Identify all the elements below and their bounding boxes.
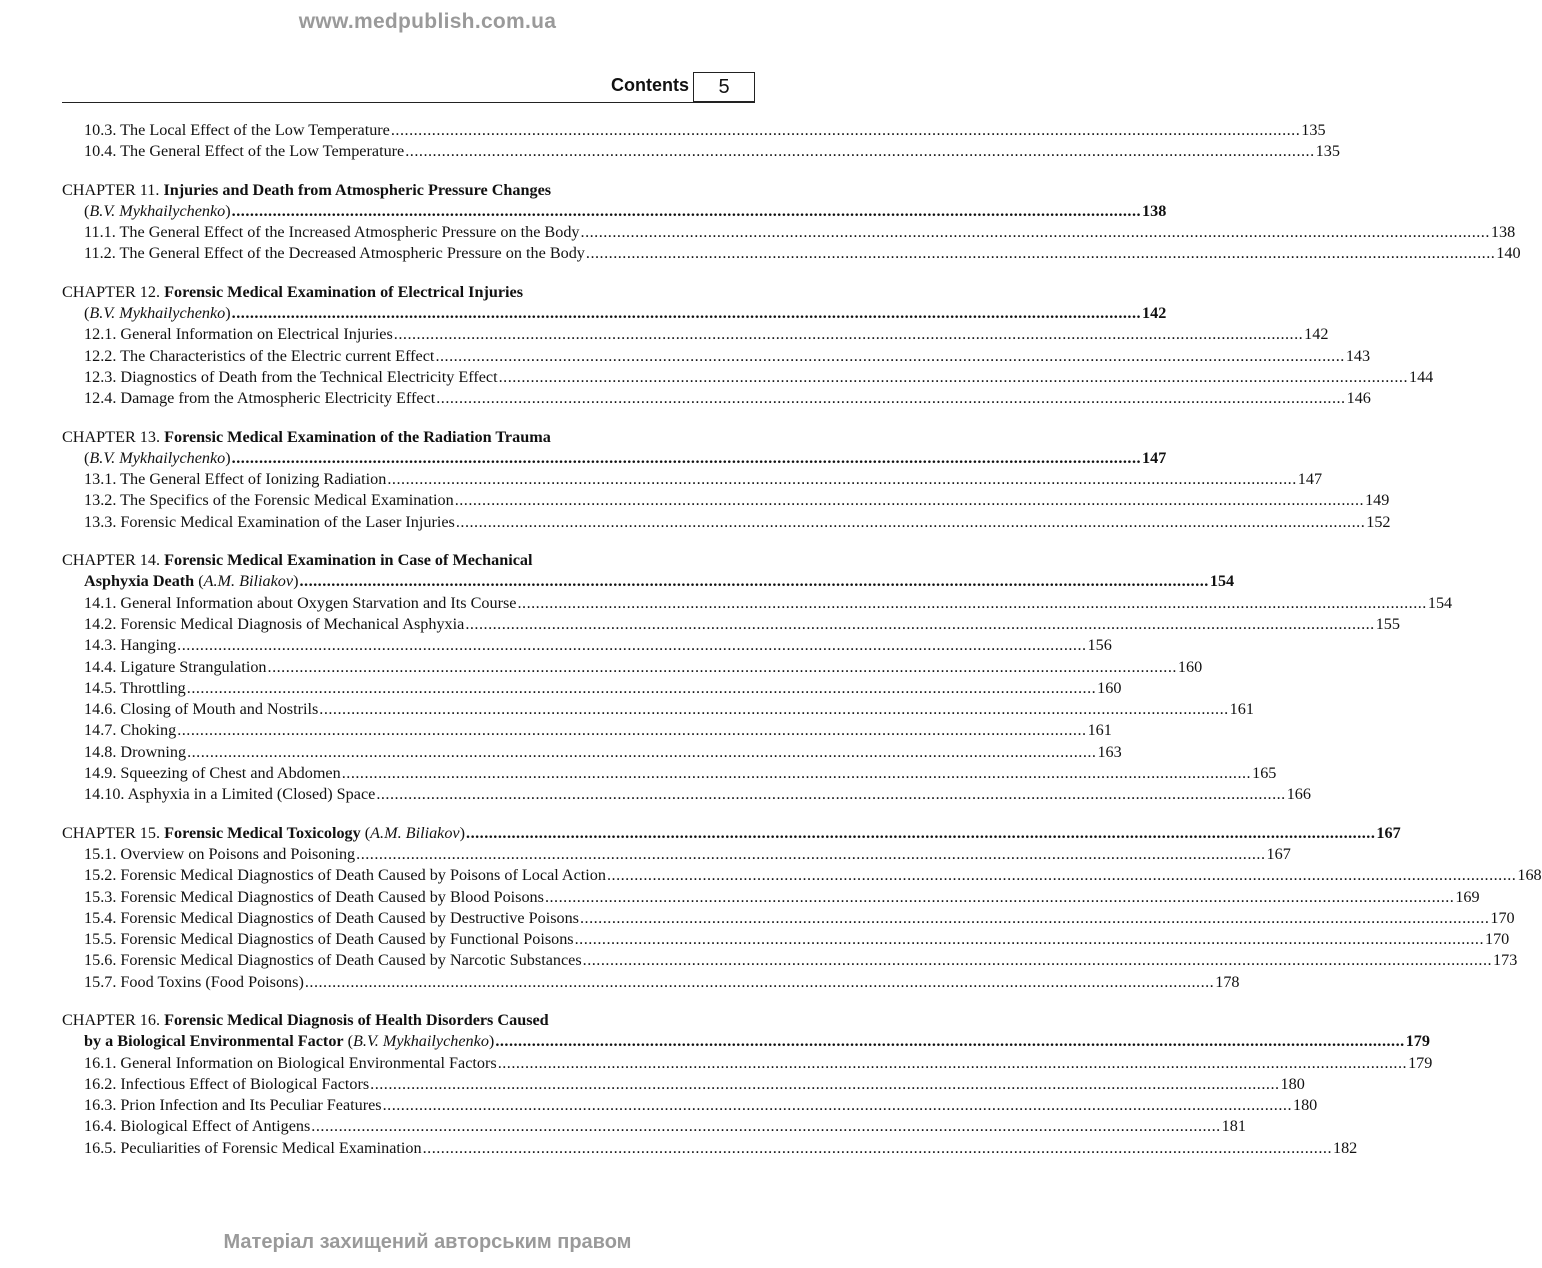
page-ref: 152 [1366,512,1391,531]
toc-entry[interactable] [62,222,1516,243]
author-name: B.V. Mykhailychenko [353,1032,489,1051]
entry-label: 14.10. Asphyxia in a Limited (Closed) Space [84,785,376,804]
toc-entry[interactable] [62,512,1391,533]
entry-label: 15.4. Forensic Medical Diagnostics of Death Caused by Destructive Poisons [84,908,579,927]
chapter-heading-line[interactable] [62,303,1167,324]
page-ref: 161 [1087,721,1112,740]
dot-leader: ........................................................................................................................................................................................................ [393,325,1304,344]
dot-leader: ........................................................................................................................................................................................................ [582,951,1493,970]
toc-entry[interactable] [62,1116,1246,1137]
page-ref: 179 [1405,1032,1430,1051]
dot-leader: ........................................................................................................................................................................................................ [405,142,1315,161]
entry-label [84,201,231,222]
toc-entry[interactable] [62,324,1329,345]
heading-text: ( [84,304,90,323]
toc-entry[interactable] [62,865,1542,886]
heading-text: Asphyxia Death [84,572,195,591]
heading-text: ) [225,201,231,220]
dot-leader: ........................................................................................................................................................................................................ [370,1074,1280,1093]
page-ref: 165 [1252,764,1277,783]
toc-entry[interactable] [62,929,1510,950]
dot-leader: ........................................................................................................................................................................................................ [341,764,1252,783]
page-ref: 146 [1346,389,1371,408]
entry-label: 16.2. Infectious Effect of Biological Factors [84,1074,370,1093]
chapter-heading[interactable] [62,550,755,571]
dot-leader: ........................................................................................................................................................................................................ [231,304,1142,323]
heading-text: ) [225,304,231,323]
entry-label: 14.2. Forensic Medical Diagnosis of Mechanical Asphyxia [84,614,465,633]
page-ref: 156 [1087,636,1112,655]
chapter-heading-line[interactable] [62,201,1167,222]
heading-text: ( [194,572,204,591]
page-ref: 135 [1315,142,1340,161]
page-ref: 138 [1490,223,1516,242]
page-ref: 180 [1292,1096,1318,1115]
dot-leader: ........................................................................................................................................................................................................ [465,614,1375,633]
dot-leader: ........................................................................................................................................................................................................ [319,700,1229,719]
entry-label: 11.1. The General Effect of the Increased Atmospheric Pressure on the Body [84,223,580,242]
toc-entry[interactable] [62,243,1521,264]
heading-text: Forensic Medical Examination in Case of Mechanical [164,551,533,570]
toc-entry[interactable] [62,346,1371,367]
chapter-11 [62,180,1521,265]
page-ref: 142 [1304,325,1329,344]
page-ref: 138 [1142,201,1167,220]
page-ref: 140 [1496,244,1521,263]
chapter-heading[interactable] [62,427,755,448]
entry-label: 13.3. Forensic Medical Examination of the Laser Injuries [84,512,455,531]
entry-label: 14.3. Hanging [84,636,177,655]
dot-leader: ........................................................................................................................................................................................................ [606,866,1517,885]
heading-text: Forensic Medical Diagnosis of Health Disorders Caused [164,1010,549,1029]
page-ref: 149 [1365,491,1390,510]
chapter-16 [62,1010,1433,1159]
heading-text: Injuries and Death from Atmospheric Pressure Changes [163,180,552,199]
toc-entry[interactable] [62,908,1515,929]
toc-entry[interactable] [62,784,1311,805]
entry-label [62,823,465,844]
entry-label: 10.4. The General Effect of the Low Temperature [84,142,405,161]
heading-text: CHAPTER 15. [62,823,165,842]
entry-label: 13.2. The Specifics of the Forensic Medical Examination [84,491,454,510]
dot-leader: ........................................................................................................................................................................................................ [574,930,1484,949]
dot-leader: ........................................................................................................................................................................................................ [387,470,1297,489]
dot-leader: ........................................................................................................................................................................................................ [498,367,1408,386]
heading-text: CHAPTER 13. [62,427,165,446]
heading-text: by a Biological Environmental Factor [84,1032,344,1051]
entry-label: 16.3. Prion Infection and Its Peculiar Features [84,1096,382,1115]
entry-label: 15.5. Forensic Medical Diagnostics of Death Caused by Functional Poisons [84,930,574,949]
toc-entry[interactable] [62,699,1254,720]
chapter-heading-line[interactable] [62,571,1235,592]
toc-entry[interactable] [62,887,1480,908]
heading-text: ) [225,448,231,467]
dot-leader: ........................................................................................................................................................................................................ [495,1032,1405,1051]
page-ref: 147 [1142,448,1167,467]
entry-label [84,448,231,469]
page-ref: 179 [1408,1053,1433,1072]
page-ref: 167 [1266,844,1291,863]
chapter-13 [62,427,1391,533]
entry-label: 15.1. Overview on Poisons and Poisoning [84,844,356,863]
chapter-heading[interactable] [62,1010,755,1031]
chapter-12 [62,282,1434,410]
chapter-14 [62,550,1453,806]
toc-entry[interactable] [62,1095,1318,1116]
toc-entry[interactable] [62,388,1371,409]
dot-leader: ........................................................................................................................................................................................................ [376,785,1286,804]
toc-entry[interactable] [62,1138,1358,1159]
dot-leader: ........................................................................................................................................................................................................ [390,121,1301,139]
toc-entry[interactable] [62,141,1340,162]
toc-entry[interactable] [62,490,1390,511]
toc-entry[interactable] [62,120,1326,141]
dot-leader: ........................................................................................................................................................................................................ [435,346,1345,365]
chapter-heading[interactable] [62,823,1401,844]
entry-label: 16.1. General Information on Biological Environmental Factors [84,1053,497,1072]
page-ref: 160 [1097,678,1122,697]
dot-leader: ........................................................................................................................................................................................................ [585,244,1496,263]
dot-leader: ........................................................................................................................................................................................................ [299,572,1209,591]
toc-entry[interactable] [62,1074,1305,1095]
page-ref: 135 [1301,121,1326,139]
toc-entry[interactable] [62,678,1122,699]
toc-entry[interactable] [62,720,1112,741]
author-name: A.M. Biliakov [370,823,460,842]
chapter-15 [62,823,1542,993]
dot-leader: ........................................................................................................................................................................................................ [177,721,1087,740]
page-number: 5 [693,72,755,102]
toc-entry[interactable] [62,950,1518,971]
page-ref: 163 [1097,742,1122,761]
author-name: A.M. Biliakov [203,572,294,591]
page-ref: 170 [1484,930,1510,949]
toc-entry[interactable] [62,763,1277,784]
entry-label: 14.4. Ligature Strangulation [84,657,267,676]
page-ref: 181 [1221,1117,1246,1136]
dot-leader: ........................................................................................................................................................................................................ [497,1053,1408,1072]
entry-label: 15.7. Food Toxins (Food Poisons) [84,972,304,991]
entry-label: 14.8. Drowning [84,742,187,761]
page-ref: 167 [1376,823,1401,842]
toc-entry[interactable] [62,367,1434,388]
dot-leader: ........................................................................................................................................................................................................ [579,908,1490,927]
entry-label: 12.1. General Information on Electrical Injuries [84,325,393,344]
watermark-top: www.medpublish.com.ua [298,10,557,33]
heading-text: ) [488,1032,495,1051]
heading-text: ( [84,448,90,467]
dot-leader: ........................................................................................................................................................................................................ [382,1096,1292,1115]
dot-leader: ........................................................................................................................................................................................................ [454,491,1365,510]
dot-leader: ........................................................................................................................................................................................................ [231,448,1142,467]
entry-label: 11.2. The General Effect of the Decreased Atmospheric Pressure on the Body [84,244,585,263]
dot-leader: ........................................................................................................................................................................................................ [186,678,1097,697]
page-ref: 161 [1229,700,1254,719]
chapter-heading-line[interactable] [62,1031,1430,1052]
page-ref: 144 [1408,367,1434,386]
chapter-heading-line[interactable] [62,448,1167,469]
entry-label: 14.5. Throttling [84,678,186,697]
author-name: B.V. Mykhailychenko [89,304,226,323]
page-ref: 178 [1215,972,1240,991]
toc-entry[interactable] [62,1053,1433,1074]
entry-label [84,1031,494,1052]
page-ref: 154 [1427,593,1453,612]
page-ref: 168 [1517,866,1542,885]
page-header [62,72,755,103]
dot-leader: ........................................................................................................................................................................................................ [231,201,1142,220]
entry-label: 14.1. General Information about Oxygen Starvation and Its Course [84,593,517,612]
dot-leader: ........................................................................................................................................................................................................ [466,823,1376,842]
toc-entry[interactable] [62,635,1112,656]
page-ref: 166 [1286,785,1311,804]
heading-text: CHAPTER 12. [62,282,165,301]
page-ref: 169 [1455,887,1480,906]
entry-label: 15.2. Forensic Medical Diagnostics of Death Caused by Poisons of Local Action [84,866,606,885]
dot-leader: ........................................................................................................................................................................................................ [580,223,1490,242]
entry-label: 10.3. The Local Effect of the Low Temperature [84,121,390,139]
entry-label: 14.9. Squeezing of Chest and Abdomen [84,764,341,783]
page-ref: 147 [1297,470,1323,489]
heading-text: CHAPTER 14. [62,551,165,570]
dot-leader: ........................................................................................................................................................................................................ [177,636,1087,655]
toc-entry[interactable] [62,844,1291,865]
entry-label [84,571,298,592]
running-title: Contents [611,75,689,95]
toc-entry[interactable] [62,593,1453,614]
heading-text: Forensic Medical Toxicology [164,823,361,842]
dot-leader: ........................................................................................................................................................................................................ [422,1138,1332,1157]
entry-label: 12.3. Diagnostics of Death from the Technical Electricity Effect [84,367,498,386]
dot-leader: ........................................................................................................................................................................................................ [304,972,1215,991]
entry-label [84,303,231,324]
heading-text: ( [360,823,371,842]
dot-leader: ........................................................................................................................................................................................................ [356,844,1266,863]
toc-entry[interactable] [62,614,1400,635]
page-ref: 142 [1142,304,1167,323]
toc-entry[interactable] [62,972,1240,993]
dot-leader: ........................................................................................................................................................................................................ [436,389,1346,408]
heading-text: ( [84,201,90,220]
table-of-contents [62,120,1542,1176]
dot-leader: ........................................................................................................................................................................................................ [267,657,1177,676]
entry-label: 12.2. The Characteristics of the Electric current Effect [84,346,435,365]
entry-label: 14.7. Choking [84,721,177,740]
entry-label: 16.4. Biological Effect of Antigens [84,1117,311,1136]
entry-label: 14.6. Closing of Mouth and Nostrils [84,700,319,719]
entry-label: 13.1. The General Effect of Ionizing Radiation [84,470,387,489]
toc-entry[interactable] [62,657,1203,678]
watermark-bottom: Матеріал захищений авторським правом [223,1231,632,1253]
dot-leader: ........................................................................................................................................................................................................ [187,742,1097,761]
heading-text: ) [293,572,299,591]
author-name: B.V. Mykhailychenko [89,201,226,220]
page-ref: 154 [1209,572,1235,591]
toc-entry[interactable] [62,742,1122,763]
page-ref: 155 [1375,614,1400,633]
heading-text: Forensic Medical Examination of the Radiation Trauma [164,427,551,446]
page-ref: 173 [1493,951,1518,970]
dot-leader: ........................................................................................................................................................................................................ [544,887,1455,906]
chapter-heading[interactable] [62,180,755,201]
dot-leader: ........................................................................................................................................................................................................ [455,512,1366,531]
entry-label: 16.5. Peculiarities of Forensic Medical Examination [84,1138,422,1157]
toc-block-pre [62,120,1340,163]
toc-entry[interactable] [62,469,1323,490]
page-ref: 170 [1490,908,1515,927]
page-ref: 182 [1332,1138,1358,1157]
entry-label: 15.6. Forensic Medical Diagnostics of Death Caused by Narcotic Substances [84,951,582,970]
page-ref: 160 [1177,657,1203,676]
page-ref: 180 [1280,1074,1305,1093]
heading-text: ( [343,1032,354,1051]
entry-label: 12.4. Damage from the Atmospheric Electricity Effect [84,389,436,408]
heading-text: CHAPTER 16. [62,1010,165,1029]
dot-leader: ........................................................................................................................................................................................................ [517,593,1427,612]
page-ref: 143 [1345,346,1371,365]
author-name: B.V. Mykhailychenko [89,448,226,467]
heading-text: ) [459,823,466,842]
chapter-heading[interactable] [62,282,755,303]
heading-text: CHAPTER 11. [62,180,164,199]
heading-text: Forensic Medical Examination of Electrical Injuries [164,282,524,301]
entry-label: 15.3. Forensic Medical Diagnostics of Death Caused by Blood Poisons [84,887,544,906]
dot-leader: ........................................................................................................................................................................................................ [311,1117,1221,1136]
